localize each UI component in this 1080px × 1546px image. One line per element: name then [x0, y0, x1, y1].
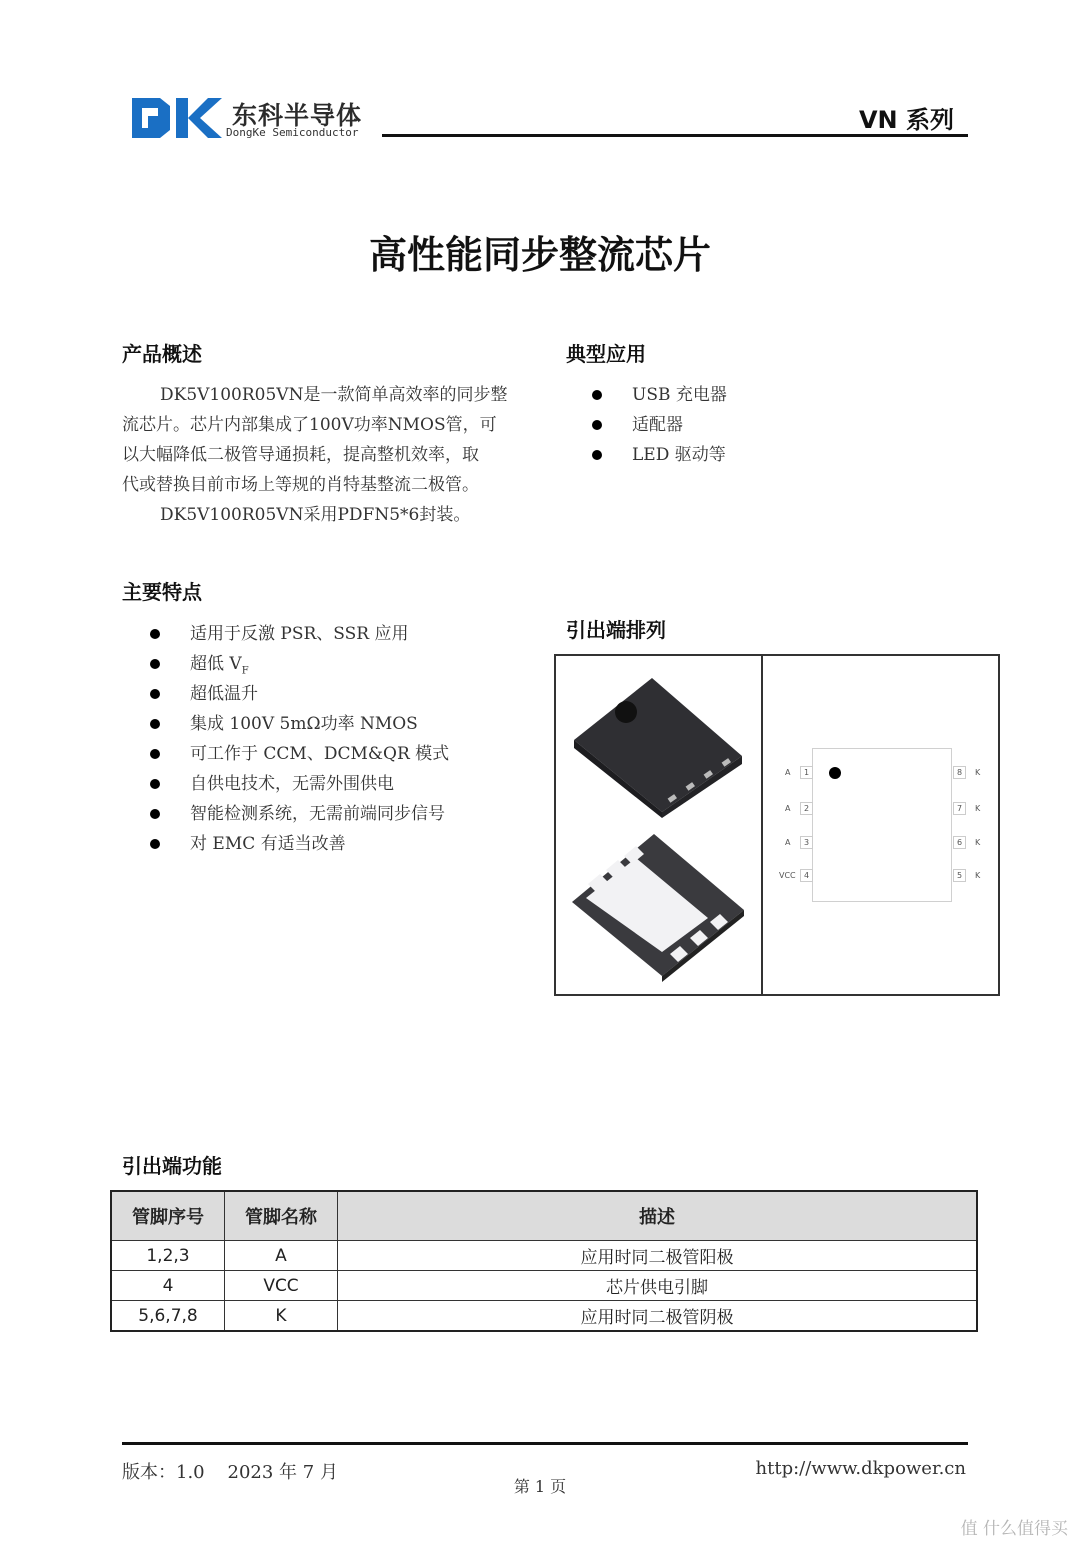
- applications-list: [592, 380, 727, 470]
- company-name-cn: 东科半导体: [232, 101, 363, 130]
- list-item-text: 集成 100V 5mΩ功率 NMOS: [190, 714, 418, 734]
- table-header-row: [111, 1191, 977, 1241]
- pin-name-label: K: [975, 768, 981, 777]
- series-label: VN 系列: [858, 106, 954, 134]
- list-item-text: 超低 V: [190, 654, 242, 674]
- pinout-heading: 引出端排列: [566, 618, 666, 642]
- table-cell: 芯片供电引脚: [338, 1271, 978, 1301]
- list-item: [592, 380, 727, 410]
- list-item-text: LED 驱动等: [632, 445, 726, 465]
- bullet-icon: [150, 749, 160, 759]
- pin-number: 3: [800, 836, 813, 849]
- pin-number: 2: [800, 802, 813, 815]
- list-item: [150, 829, 449, 859]
- pin-number: 4: [800, 869, 813, 882]
- bullet-icon: [150, 629, 160, 639]
- vf-subscript: F: [241, 665, 249, 677]
- pin-number: 1: [800, 766, 813, 779]
- bullet-icon: [592, 390, 602, 400]
- pin-number: 8: [953, 766, 966, 779]
- table-cell: 5,6,7,8: [111, 1301, 225, 1332]
- document-title: 高性能同步整流芯片: [368, 233, 711, 277]
- table-row: [111, 1301, 977, 1332]
- overview-line: DK5V100R05VN是一款简单高效率的同步整: [160, 385, 508, 405]
- overview-line: DK5V100R05VN采用PDFN5*6封装。: [160, 505, 471, 525]
- pin-name-label: VCC: [779, 871, 796, 880]
- features-heading: 主要特点: [122, 580, 202, 604]
- pin-name-label: K: [975, 838, 981, 847]
- pin-number: 5: [953, 869, 966, 882]
- list-item-text: 对 EMC 有适当改善: [190, 834, 346, 854]
- pin1-marker-icon: [829, 767, 841, 779]
- pin-name-label: A: [785, 768, 791, 777]
- table-row: [111, 1241, 977, 1271]
- pin-number: 6: [953, 836, 966, 849]
- bullet-icon: [150, 779, 160, 789]
- list-item: [150, 799, 449, 829]
- bullet-icon: [592, 450, 602, 460]
- list-item: [150, 739, 449, 769]
- bullet-icon: [150, 659, 160, 669]
- pin-function-heading: 引出端功能: [122, 1154, 222, 1178]
- list-item-text: 自供电技术，无需外围供电: [190, 774, 394, 794]
- table-cell: A: [225, 1241, 338, 1271]
- list-item: [150, 649, 449, 679]
- pin-name-label: A: [785, 804, 791, 813]
- pin-name-label: K: [975, 871, 981, 880]
- overview-line: 代或替换目前市场上等规的肖特基整流二极管。: [122, 475, 479, 495]
- features-list: [150, 619, 449, 859]
- footer-rule: [122, 1442, 968, 1445]
- watermark: 值 什么值得买: [960, 1519, 1068, 1539]
- overview-text: [122, 380, 532, 530]
- overview-line: 流芯片。芯片内部集成了100V功率NMOS管，可: [122, 415, 497, 435]
- pin-function-table: [110, 1190, 978, 1332]
- column-header: 管脚名称: [225, 1191, 338, 1241]
- table-cell: K: [225, 1301, 338, 1332]
- table-cell: 1,2,3: [111, 1241, 225, 1271]
- table-cell: 应用时同二极管阴极: [338, 1301, 978, 1332]
- list-item: [150, 619, 449, 649]
- list-item-text: 超低温升: [190, 684, 258, 704]
- bullet-icon: [150, 809, 160, 819]
- version-date: 版本：1.0 2023 年 7 月: [122, 1462, 338, 1483]
- package-photo-icon: [566, 672, 750, 984]
- website-url: http://www.dkpower.cn: [755, 1458, 966, 1479]
- overview-heading: 产品概述: [122, 342, 202, 366]
- bullet-icon: [150, 689, 160, 699]
- table-row: [111, 1271, 977, 1301]
- page-number: 第 1 页: [513, 1477, 567, 1496]
- dk-logo-icon: [130, 96, 222, 140]
- overview-line: 以大幅降低二极管导通损耗，提高整机效率，取: [122, 445, 479, 465]
- list-item: [150, 679, 449, 709]
- company-name-en: DongKe Semiconductor: [226, 126, 359, 139]
- list-item-text: 适用于反激 PSR、SSR 应用: [190, 624, 409, 644]
- list-item: [150, 769, 449, 799]
- list-item-text: 智能检测系统，无需前端同步信号: [190, 804, 445, 824]
- table-cell: VCC: [225, 1271, 338, 1301]
- list-item-text: 适配器: [632, 415, 683, 435]
- column-header: 管脚序号: [111, 1191, 225, 1241]
- column-header: 描述: [338, 1191, 978, 1241]
- pin-name-label: A: [785, 838, 791, 847]
- list-item: [592, 440, 727, 470]
- list-item: [150, 709, 449, 739]
- table-cell: 应用时同二极管阳极: [338, 1241, 978, 1271]
- bullet-icon: [150, 719, 160, 729]
- list-item: [592, 410, 727, 440]
- pinout-divider: [761, 654, 763, 996]
- table-cell: 4: [111, 1271, 225, 1301]
- list-item-text: 可工作于 CCM、DCM&QR 模式: [190, 744, 450, 764]
- pin-name-label: K: [975, 804, 981, 813]
- bullet-icon: [150, 839, 160, 849]
- pin-number: 7: [953, 802, 966, 815]
- applications-heading: 典型应用: [566, 342, 646, 366]
- list-item-text: USB 充电器: [632, 385, 727, 405]
- bullet-icon: [592, 420, 602, 430]
